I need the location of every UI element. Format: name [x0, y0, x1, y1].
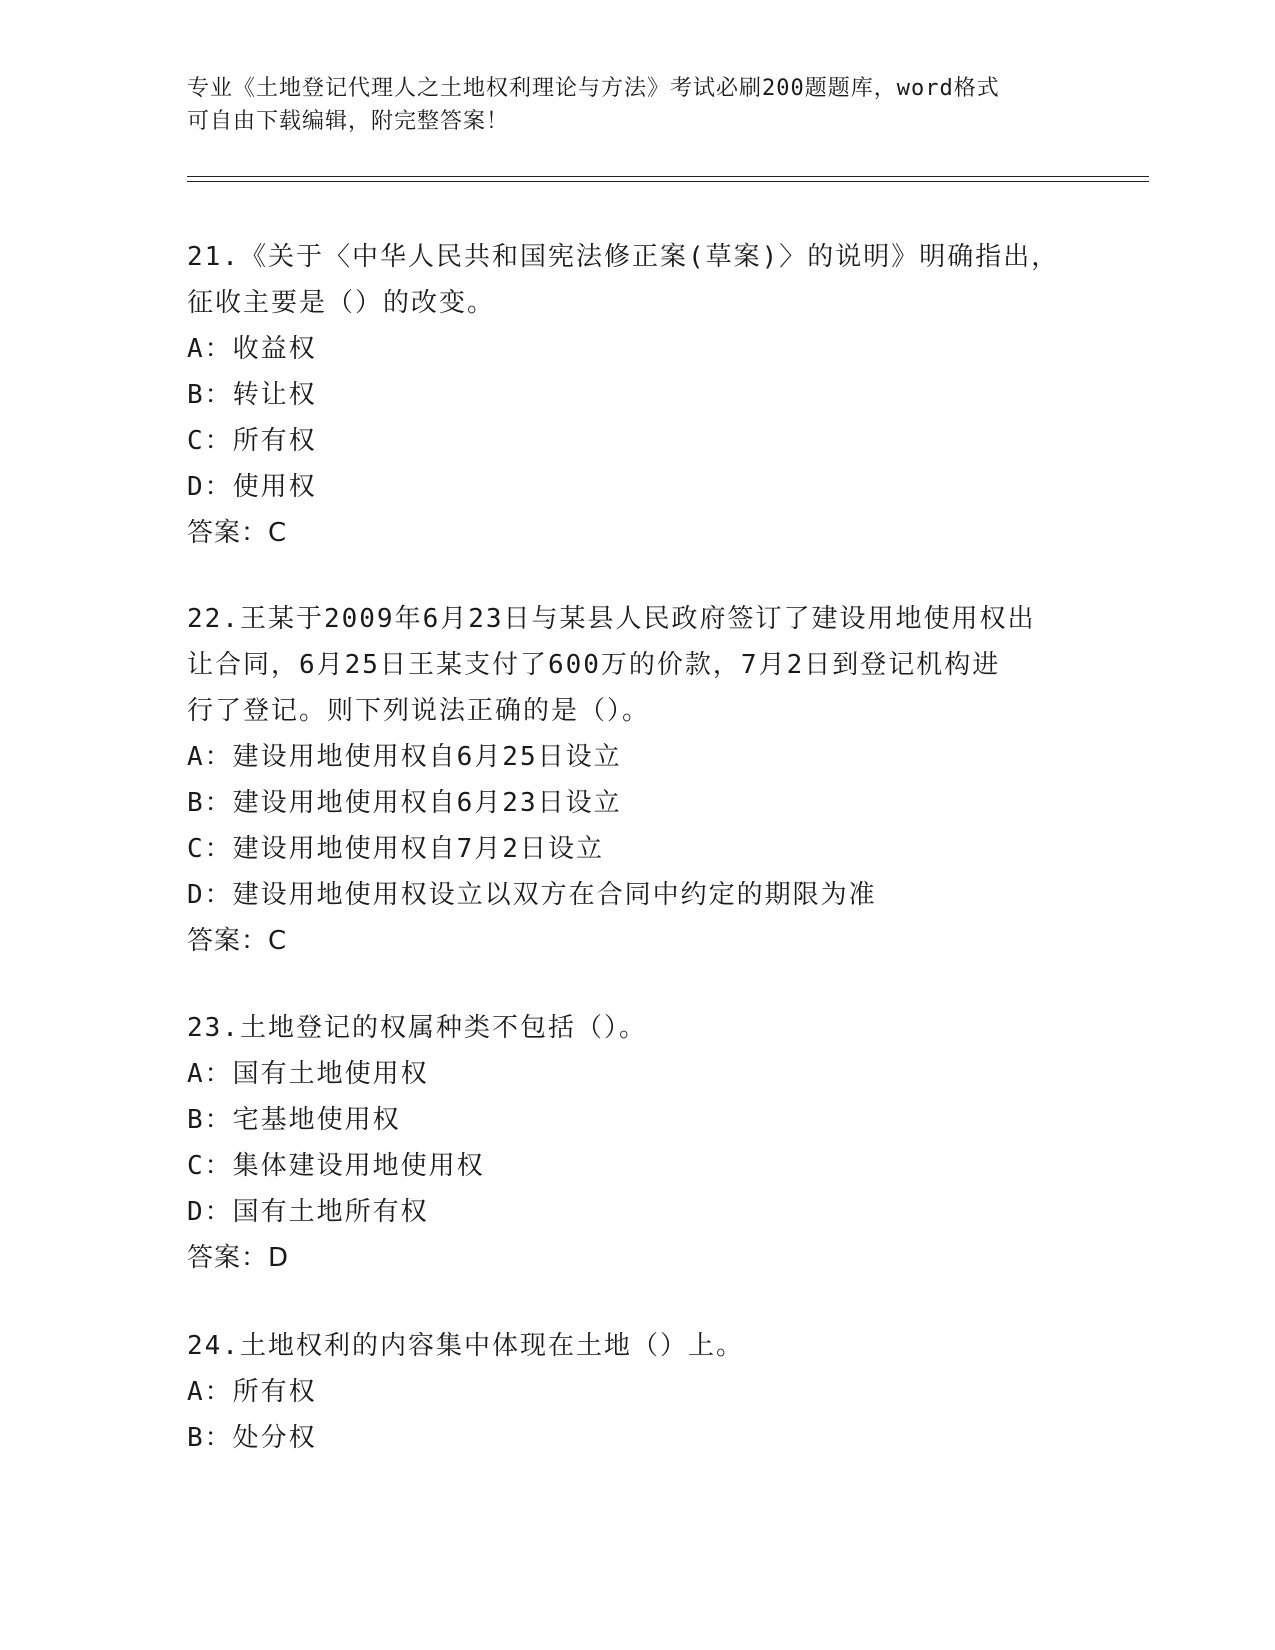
- header-line-2: 可自由下载编辑，附完整答案！: [187, 109, 510, 134]
- question-stem-line: 23.土地登记的权属种类不包括（）。: [187, 1013, 647, 1043]
- answer-line: 答案：C: [187, 518, 288, 548]
- option-b: B：宅基地使用权: [187, 1105, 401, 1135]
- header-divider-bottom: [187, 181, 1149, 182]
- header-divider-top: [187, 176, 1149, 177]
- question-stem-line: 让合同，6月25日王某支付了600万的价款，7月2日到登记机构进: [187, 650, 1001, 680]
- document-header: [187, 72, 1067, 138]
- question-24: [187, 1323, 1087, 1461]
- option-a: A：收益权: [187, 334, 317, 364]
- question-stem-line: 征收主要是（）的改变。: [187, 288, 496, 318]
- option-b: B：转让权: [187, 380, 317, 410]
- option-c: C：建设用地使用权自7月2日设立: [187, 834, 604, 864]
- question-stem-line: 24.土地权利的内容集中体现在土地（）上。: [187, 1331, 744, 1361]
- answer-line: 答案：C: [187, 926, 288, 956]
- option-a: A：国有土地使用权: [187, 1059, 429, 1089]
- option-b: B：建设用地使用权自6月23日设立: [187, 788, 622, 818]
- question-stem-line: 行了登记。则下列说法正确的是（）。: [187, 696, 651, 726]
- question-stem-line: 22.王某于2009年6月23日与某县人民政府签订了建设用地使用权出: [187, 604, 1036, 634]
- option-c: C：集体建设用地使用权: [187, 1151, 485, 1181]
- option-d: D：建设用地使用权设立以双方在合同中约定的期限为准: [187, 880, 877, 910]
- question-21: [187, 234, 1087, 556]
- answer-line: 答案：D: [187, 1243, 290, 1273]
- option-a: A：所有权: [187, 1377, 317, 1407]
- question-stem-line: 21.《关于〈中华人民共和国宪法修正案(草案)〉的说明》明确指出，: [187, 242, 1060, 272]
- question-23: [187, 1005, 1087, 1281]
- question-22: [187, 596, 1087, 964]
- header-line-1: 专业《土地登记代理人之土地权利理论与方法》考试必刷200题题库，word格式: [187, 76, 1000, 101]
- option-c: C：所有权: [187, 426, 317, 456]
- option-a: A：建设用地使用权自6月25日设立: [187, 742, 622, 772]
- option-b: B：处分权: [187, 1423, 317, 1453]
- option-d: D：国有土地所有权: [187, 1197, 429, 1227]
- option-d: D：使用权: [187, 472, 317, 502]
